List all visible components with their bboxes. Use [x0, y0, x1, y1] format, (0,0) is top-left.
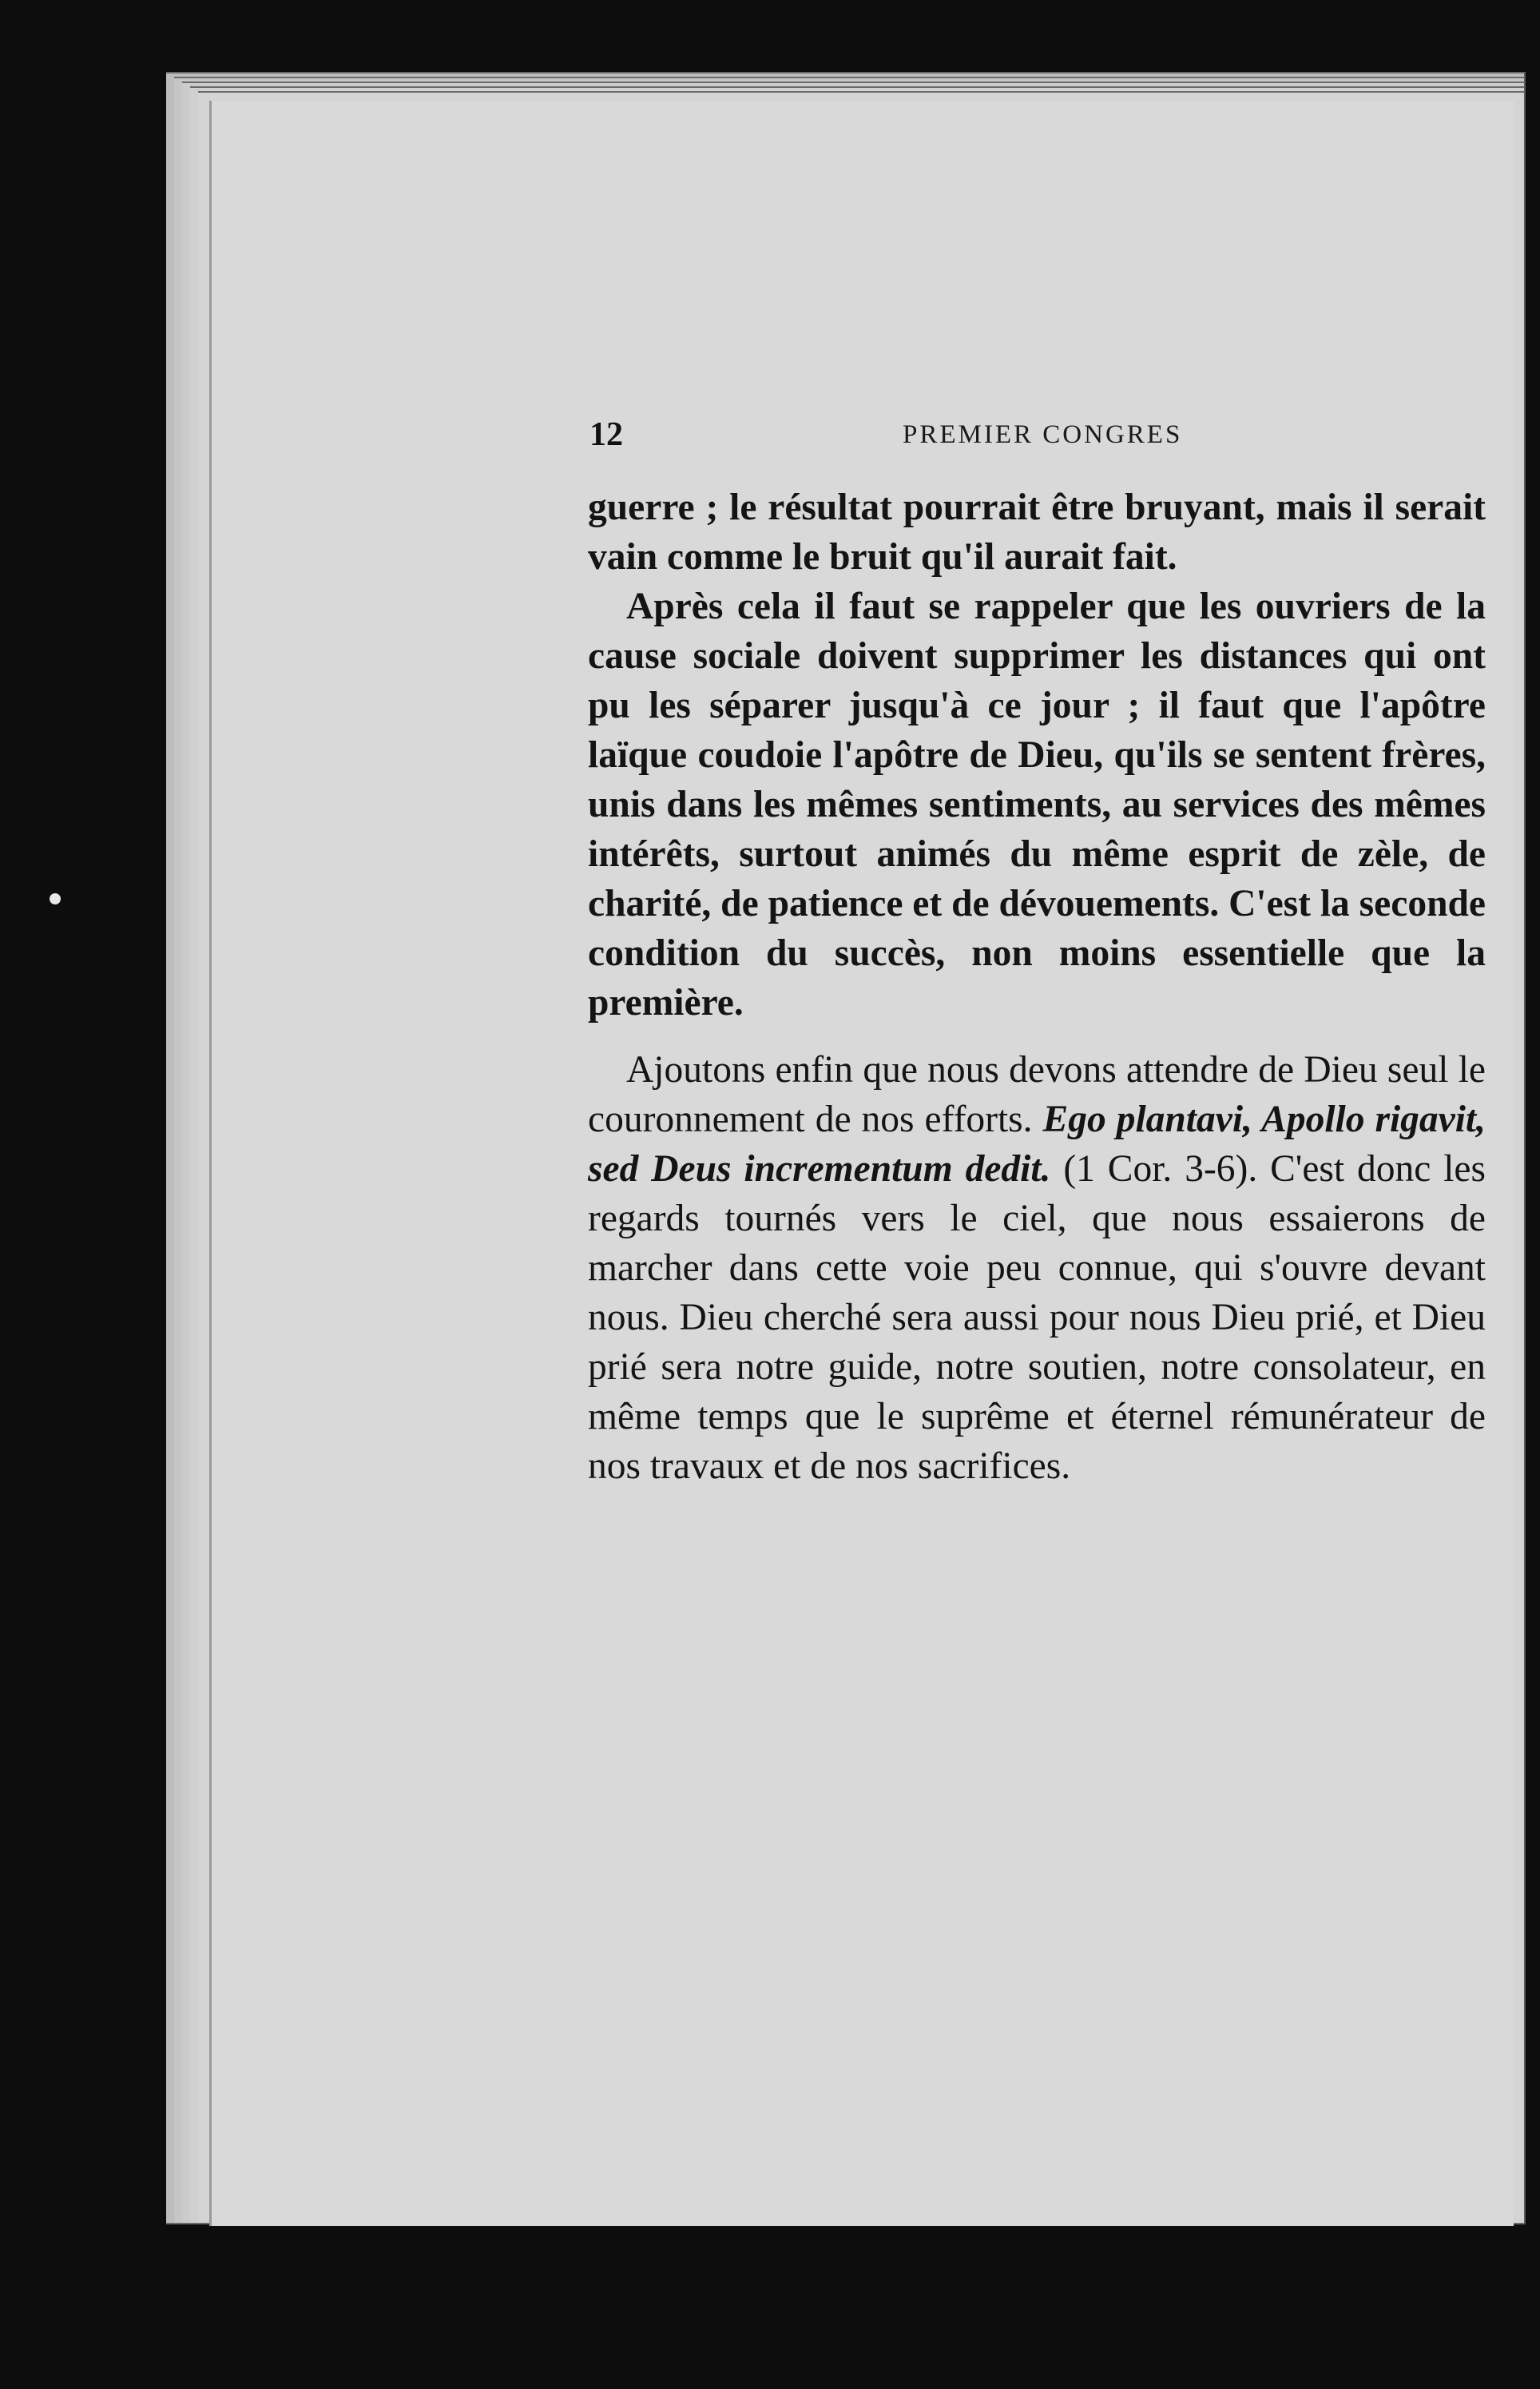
- bible-reference: (1 Cor. 3-6).: [1063, 1148, 1258, 1190]
- paragraph-3: [588, 1045, 1486, 1491]
- paragraph-3-end: C'est donc les regards tournés vers le ciel, que nous essaierons de marcher dans cette voie peu connue, qui s'ouvre devant nous. Dieu cherché sera aussi pour nous Dieu prié, et Dieu prié sera notre guide, notre soutien, notre consolateur, en même temps que le suprême et éternel rémunérateur de nos travaux et de nos sacrifices.: [588, 1148, 1486, 1487]
- body-text: [588, 483, 1486, 1491]
- scan-speck: [50, 893, 61, 904]
- page-number: 12: [589, 416, 623, 453]
- running-head: PREMIER CONGRES: [903, 420, 1183, 449]
- paragraph-1: guerre ; le résultat pourrait être bruyant, mais il serait vain comme le bruit qu'il aurait fait.: [588, 487, 1486, 578]
- page-header: [589, 415, 1492, 463]
- paragraph-3-start: Ajoutons enfin que nous devons attendre de Dieu seul le couronnement de nos efforts.: [588, 1049, 1486, 1140]
- latin-quote: Ego plantavi, Apollo rigavit, sed Deus incrementum dedit.: [588, 1099, 1486, 1190]
- paragraph-2: Après cela il faut se rappeler que les ouvriers de la cause sociale doivent supprimer les distances qui ont pu les séparer jusqu'à ce jour ; il faut que l'apôtre laïque coudoie l'apôtre de Dieu, qu'ils se sentent frères, unis dans les mêmes sentiments, au services des mêmes intérêts, surtout animés du même esprit de zèle, de charité, de patience et de dévouements. C'est la seconde condition du succès, non moins essentielle que la première.: [588, 586, 1486, 1024]
